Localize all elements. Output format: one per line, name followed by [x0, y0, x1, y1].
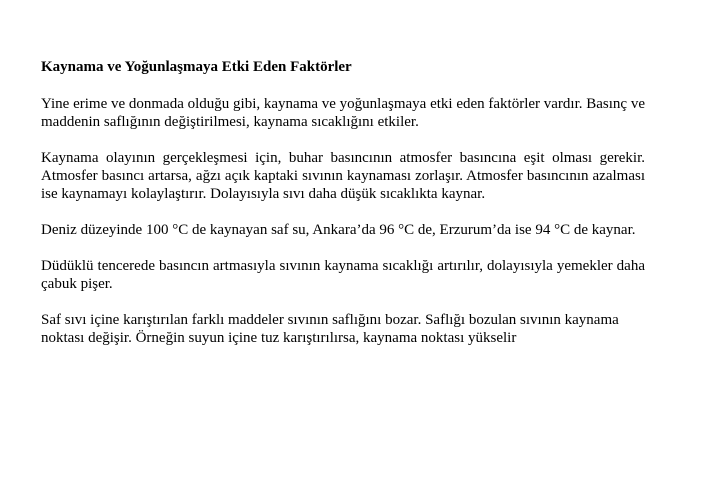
paragraph-boiling-altitude: Deniz düzeyinde 100 °C de kaynayan saf su, Ankara’da 96 °C de, Erzurum’da ise 94 °C de kaynar. — [41, 222, 636, 238]
paragraph-purity: Saf sıvı içine karıştırılan farklı maddeler sıvının saflığını bozar. Saflığı bozulan sıvının kaynama noktası değişir. Örneğin suyun içine tuz karıştırılırsa, kaynama noktası yükselir — [41, 312, 619, 346]
document-title: Kaynama ve Yoğunlaşmaya Etki Eden Faktörler — [41, 59, 352, 75]
paragraph-factors-intro: Yine erime ve donmada olduğu gibi, kaynama ve yoğunlaşmaya etki eden faktörler vardır. Basınç ve maddenin saflığının değiştirilmesi, kaynama sıcaklığını etkiler. — [41, 96, 645, 130]
paragraph-atmospheric-pressure: Kaynama olayının gerçekleşmesi için, buhar basıncının atmosfer basıncına eşit olması gerekir. Atmosfer basıncı artarsa, ağzı açık kaptaki sıvının kaynaması zorlaşır. Atmosfer basıncının azalması ise kaynamayı kolaylaştırır. Dolayısıyla sıvı daha düşük sıcaklıkta kaynar. — [41, 150, 645, 202]
paragraph-pressure-cooker: Düdüklü tencerede basıncın artmasıyla sıvının kaynama sıcaklığı artırılır, dolayısıyla yemekler daha çabuk pişer. — [41, 258, 645, 292]
document-page — [41, 58, 645, 365]
